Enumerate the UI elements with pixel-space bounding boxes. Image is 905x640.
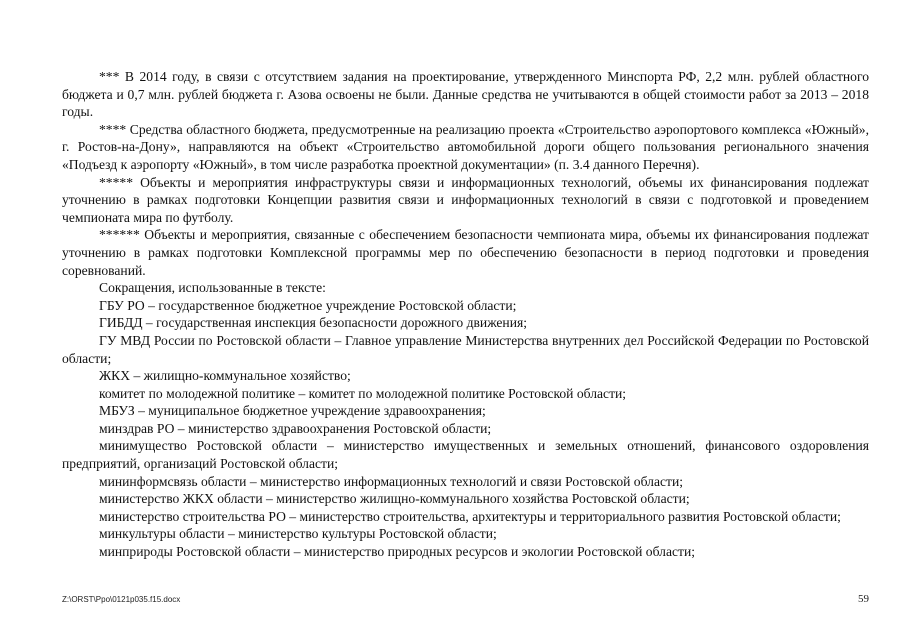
abbreviation-item: ГУ МВД России по Ростовской области – Главное управление Министерства внутренних дел Российской Федерации по Ростовской области; [62, 332, 869, 366]
abbreviation-item: ГИБДД – государственная инспекция безопасности дорожного движения; [99, 315, 528, 331]
page-number: 59 [858, 593, 869, 605]
footnote-6: ****** Объекты и мероприятия, связанные с обеспечением безопасности чемпионата мира, объемы их финансирования подлежат уточнению в рамках подготовки Комплексной программы мер по обеспечению безопасности в период подготовки и проведения соревнований. [62, 227, 869, 278]
abbreviation-item: комитет по молодежной политике – комитет по молодежной политике Ростовской области; [99, 385, 627, 401]
abbreviation-item: министерство ЖКХ области – министерство жилищно-коммунального хозяйства Ростовской области; [99, 491, 690, 507]
abbreviation-item: мининформсвязь области – министерство информационных технологий и связи Ростовской области; [99, 473, 684, 489]
footnote-3: *** В 2014 году, в связи с отсутствием задания на проектирование, утвержденного Минспорта РФ, 2,2 млн. рублей областного бюджета и 0,7 млн. рублей бюджета г. Азова освоены не были. Данные средства не учитываются в общей стоимости работ за 2013 – 2018 годы. [62, 69, 869, 120]
abbreviation-item: минимущество Ростовской области – министерство имущественных и земельных отношений, финансового оздоровления предприятий, организаций Ростовской области; [62, 438, 869, 472]
abbreviations-heading: Сокращения, использованные в тексте: [99, 280, 326, 296]
footnote-4: **** Средства областного бюджета, предусмотренные на реализацию проекта «Строительство аэропортового комплекса «Южный», г. Ростов-на-Дону», направляются на объект «Строительство автомобильной дороги общего пользования регионального значения «Подъезд к аэропорту «Южный», в том числе разработка проектной документации» (п. 3.4 данного Перечня). [62, 121, 869, 172]
abbreviation-item: МБУЗ – муниципальное бюджетное учреждение здравоохранения; [99, 403, 486, 419]
abbreviation-item: министерство строительства РО – министерство строительства, архитектуры и территориального развития Ростовской области; [99, 508, 841, 524]
footer-file-path: Z:\ORST\Ppo\0121p035.f15.docx [62, 595, 181, 604]
abbreviation-item: минкультуры области – министерство культуры Ростовской области; [99, 526, 497, 542]
abbreviation-item: ЖКХ – жилищно-коммунальное хозяйство; [99, 368, 351, 384]
document-body [62, 68, 869, 561]
abbreviation-item: минприроды Ростовской области – министерство природных ресурсов и экологии Ростовской области; [99, 544, 696, 560]
footnote-5: ***** Объекты и мероприятия инфраструктуры связи и информационных технологий, объемы их финансирования подлежат уточнению в рамках подготовки Концепции развития связи и информационных технологий в связи с подготовкой и проведением чемпионата мира по футболу. [62, 174, 869, 225]
abbreviation-item: ГБУ РО – государственное бюджетное учреждение Ростовской области; [99, 297, 517, 313]
abbreviation-item: минздрав РО – министерство здравоохранения Ростовской области; [99, 420, 492, 436]
